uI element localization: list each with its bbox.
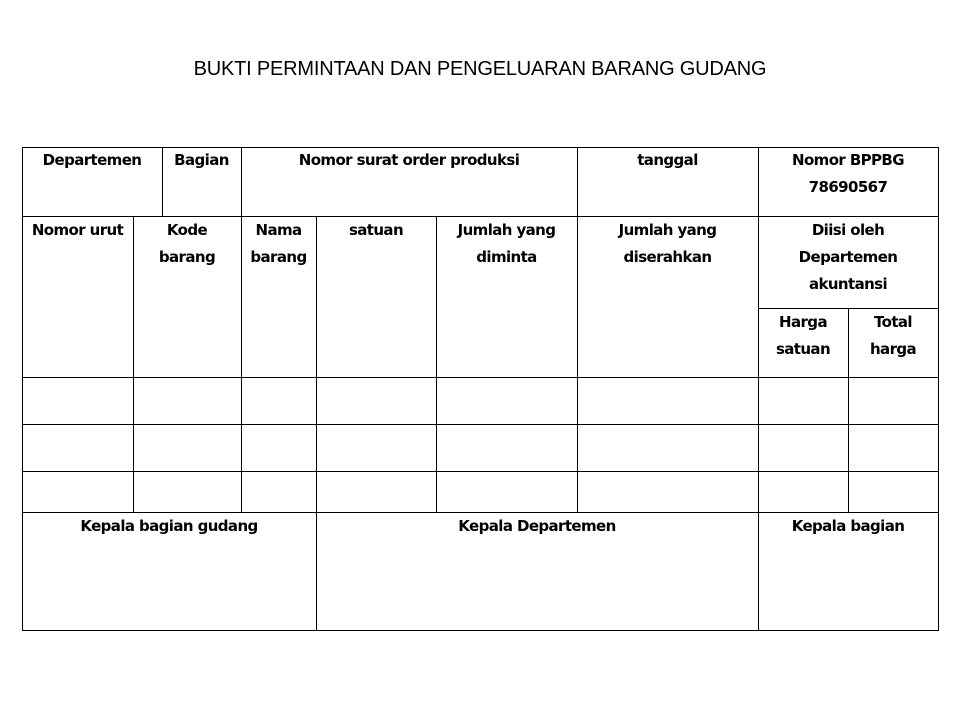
col-jumlah-diminta — [436, 217, 577, 271]
col-total-harga-line-2: harga — [869, 340, 917, 358]
sign-kepala-departemen — [316, 513, 758, 540]
col-jumlah-diminta-line-1: Jumlah yang — [457, 221, 556, 239]
col-harga-satuan-line-2: satuan — [775, 340, 831, 358]
border-row-1 — [22, 424, 939, 425]
sign-kepala-bagian — [758, 513, 938, 540]
header-nomor-bppbg-label: Nomor BPPBG — [792, 151, 904, 169]
header-departemen — [22, 147, 162, 174]
header-tanggal-label: tanggal — [637, 151, 698, 169]
sign-kepala-gudang-label: Kepala bagian gudang — [80, 517, 258, 535]
col-jumlah-diserahkan — [577, 217, 758, 271]
sign-kepala-gudang — [22, 513, 316, 540]
border-right — [938, 147, 939, 631]
col-nama-barang-line-1: Nama — [255, 221, 302, 239]
col-diisi-oleh-line-1: Diisi oleh — [811, 221, 885, 239]
border-row-2 — [22, 471, 939, 472]
header-departemen-label: Departemen — [42, 151, 142, 169]
border-columns-bottom — [22, 377, 939, 378]
col-nama-barang — [241, 217, 316, 271]
col-diisi-oleh-line-3: akuntansi — [808, 275, 888, 293]
col-diisi-oleh — [758, 217, 938, 298]
header-bagian-label: Bagian — [174, 151, 229, 169]
col-nomor-urut — [22, 217, 133, 244]
col-nama-barang-line-2: barang — [250, 248, 307, 266]
col-kode-barang-line-1: Kode — [166, 221, 208, 239]
col-jumlah-diserahkan-line-2: diserahkan — [623, 248, 712, 266]
col-harga-satuan — [758, 309, 848, 363]
header-nomor-surat-label: Nomor surat order produksi — [298, 151, 520, 169]
col-nomor-urut-label: Nomor urut — [31, 221, 124, 239]
divider-nama-barang — [316, 216, 317, 513]
border-bottom — [22, 630, 939, 631]
sign-kepala-bagian-label: Kepala bagian — [791, 517, 905, 535]
header-nomor-bppbg-value: 78690567 — [808, 178, 888, 196]
form-title: BUKTI PERMINTAAN DAN PENGELUARAN BARANG GUDANG — [193, 58, 767, 80]
col-jumlah-diserahkan-line-1: Jumlah yang — [618, 221, 717, 239]
header-tanggal — [577, 147, 758, 174]
col-kode-barang-line-2: barang — [158, 248, 216, 266]
header-nomor-surat — [241, 147, 577, 174]
header-bagian — [162, 147, 241, 174]
col-kode-barang — [133, 217, 241, 271]
header-nomor-bppbg — [758, 147, 938, 201]
col-total-harga-line-1: Total — [874, 313, 912, 331]
col-diisi-oleh-line-2: Departemen — [798, 248, 898, 266]
col-harga-satuan-line-1: Harga — [779, 313, 827, 331]
col-satuan-label: satuan — [348, 221, 404, 239]
col-total-harga — [848, 309, 938, 363]
col-satuan — [316, 217, 436, 244]
sign-kepala-departemen-label: Kepala Departemen — [458, 517, 616, 535]
col-jumlah-diminta-line-2: diminta — [476, 248, 537, 266]
